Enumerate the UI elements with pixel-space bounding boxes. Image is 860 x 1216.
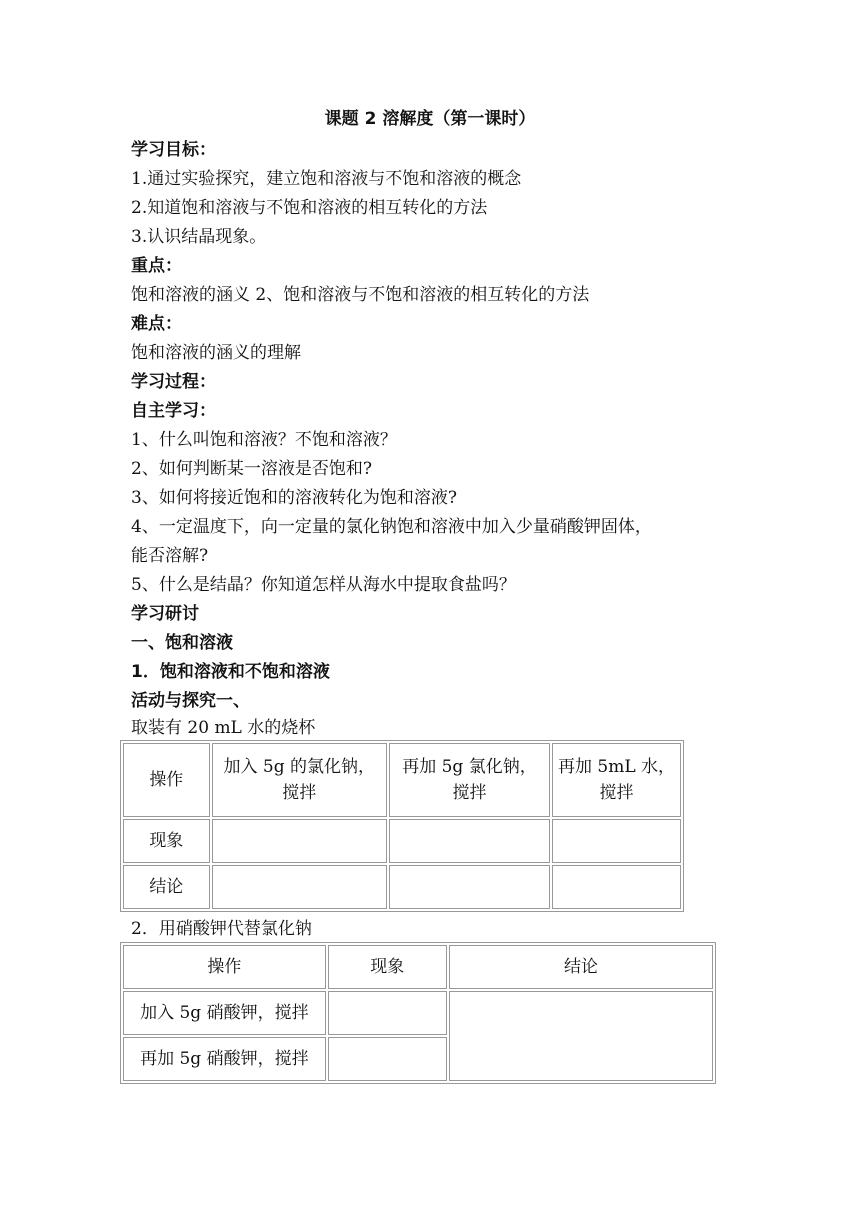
table-cell: 加入 5g 硝酸钾，搅拌 [123,991,326,1035]
table-row-header: 现象 [123,819,210,863]
question-3: 3、如何将接近饱和的溶液转化为饱和溶液? [131,488,457,508]
experiment-table-1 [120,740,684,912]
setup-text: 取装有 20 mL 水的烧杯 [131,718,316,738]
key-heading: 重点： [131,256,182,276]
table-cell-empty [449,991,713,1081]
table-cell: 再加 5g 氯化钠，搅拌 [389,743,550,817]
subsection-1-heading: 1．饱和溶液和不饱和溶液 [131,662,330,682]
question-1: 1、什么叫饱和溶液？不饱和溶液？ [131,430,397,450]
table-row-header: 结论 [123,865,210,909]
key-text: 饱和溶液的涵义 2、饱和溶液与不饱和溶液的相互转化的方法 [131,285,590,305]
question-2: 2、如何判断某一溶液是否饱和? [131,459,372,479]
goal-2: 2.知道饱和溶液与不饱和溶液的相互转化的方法 [131,198,488,218]
section-1-heading: 一、饱和溶液 [131,633,233,653]
table-cell-empty [552,865,681,909]
question-4a: 4、一定温度下，向一定量的氯化钠饱和溶液中加入少量硝酸钾固体， [131,517,652,537]
self-study-heading: 自主学习： [131,401,216,421]
table-cell: 加入 5g 的氯化钠，搅拌 [212,743,387,817]
table-cell: 再加 5mL 水，搅拌 [552,743,681,817]
page-title: 课题 2 溶解度（第一课时） [324,109,536,129]
table-cell-empty [552,819,681,863]
table-cell-empty [389,819,550,863]
goal-1: 1.通过实验探究，建立饱和溶液与不饱和溶液的概念 [131,169,522,189]
experiment-table-2 [120,942,716,1084]
question-5: 5、什么是结晶？你知道怎样从海水中提取食盐吗？ [131,575,516,595]
table-cell-empty [328,991,447,1035]
difficulty-text: 饱和溶液的涵义的理解 [131,343,301,363]
table-header: 操作 [123,945,326,989]
activity-heading: 活动与探究一、 [131,691,250,711]
subsection-2-heading: 2．用硝酸钾代替氯化钠 [131,919,312,939]
difficulty-heading: 难点： [131,314,182,334]
table-header: 结论 [449,945,713,989]
process-heading: 学习过程： [131,372,216,392]
goal-3: 3.认识结晶现象。 [131,227,267,247]
table-cell-empty [212,865,387,909]
table-cell-empty [212,819,387,863]
table-cell-empty [389,865,550,909]
research-heading: 学习研讨 [131,604,199,624]
table-cell: 再加 5g 硝酸钾，搅拌 [123,1037,326,1081]
table-header: 现象 [328,945,447,989]
goals-heading: 学习目标： [131,140,216,160]
table-row-header: 操作 [123,743,210,817]
question-4b: 能否溶解? [131,546,209,566]
table-cell-empty [328,1037,447,1081]
